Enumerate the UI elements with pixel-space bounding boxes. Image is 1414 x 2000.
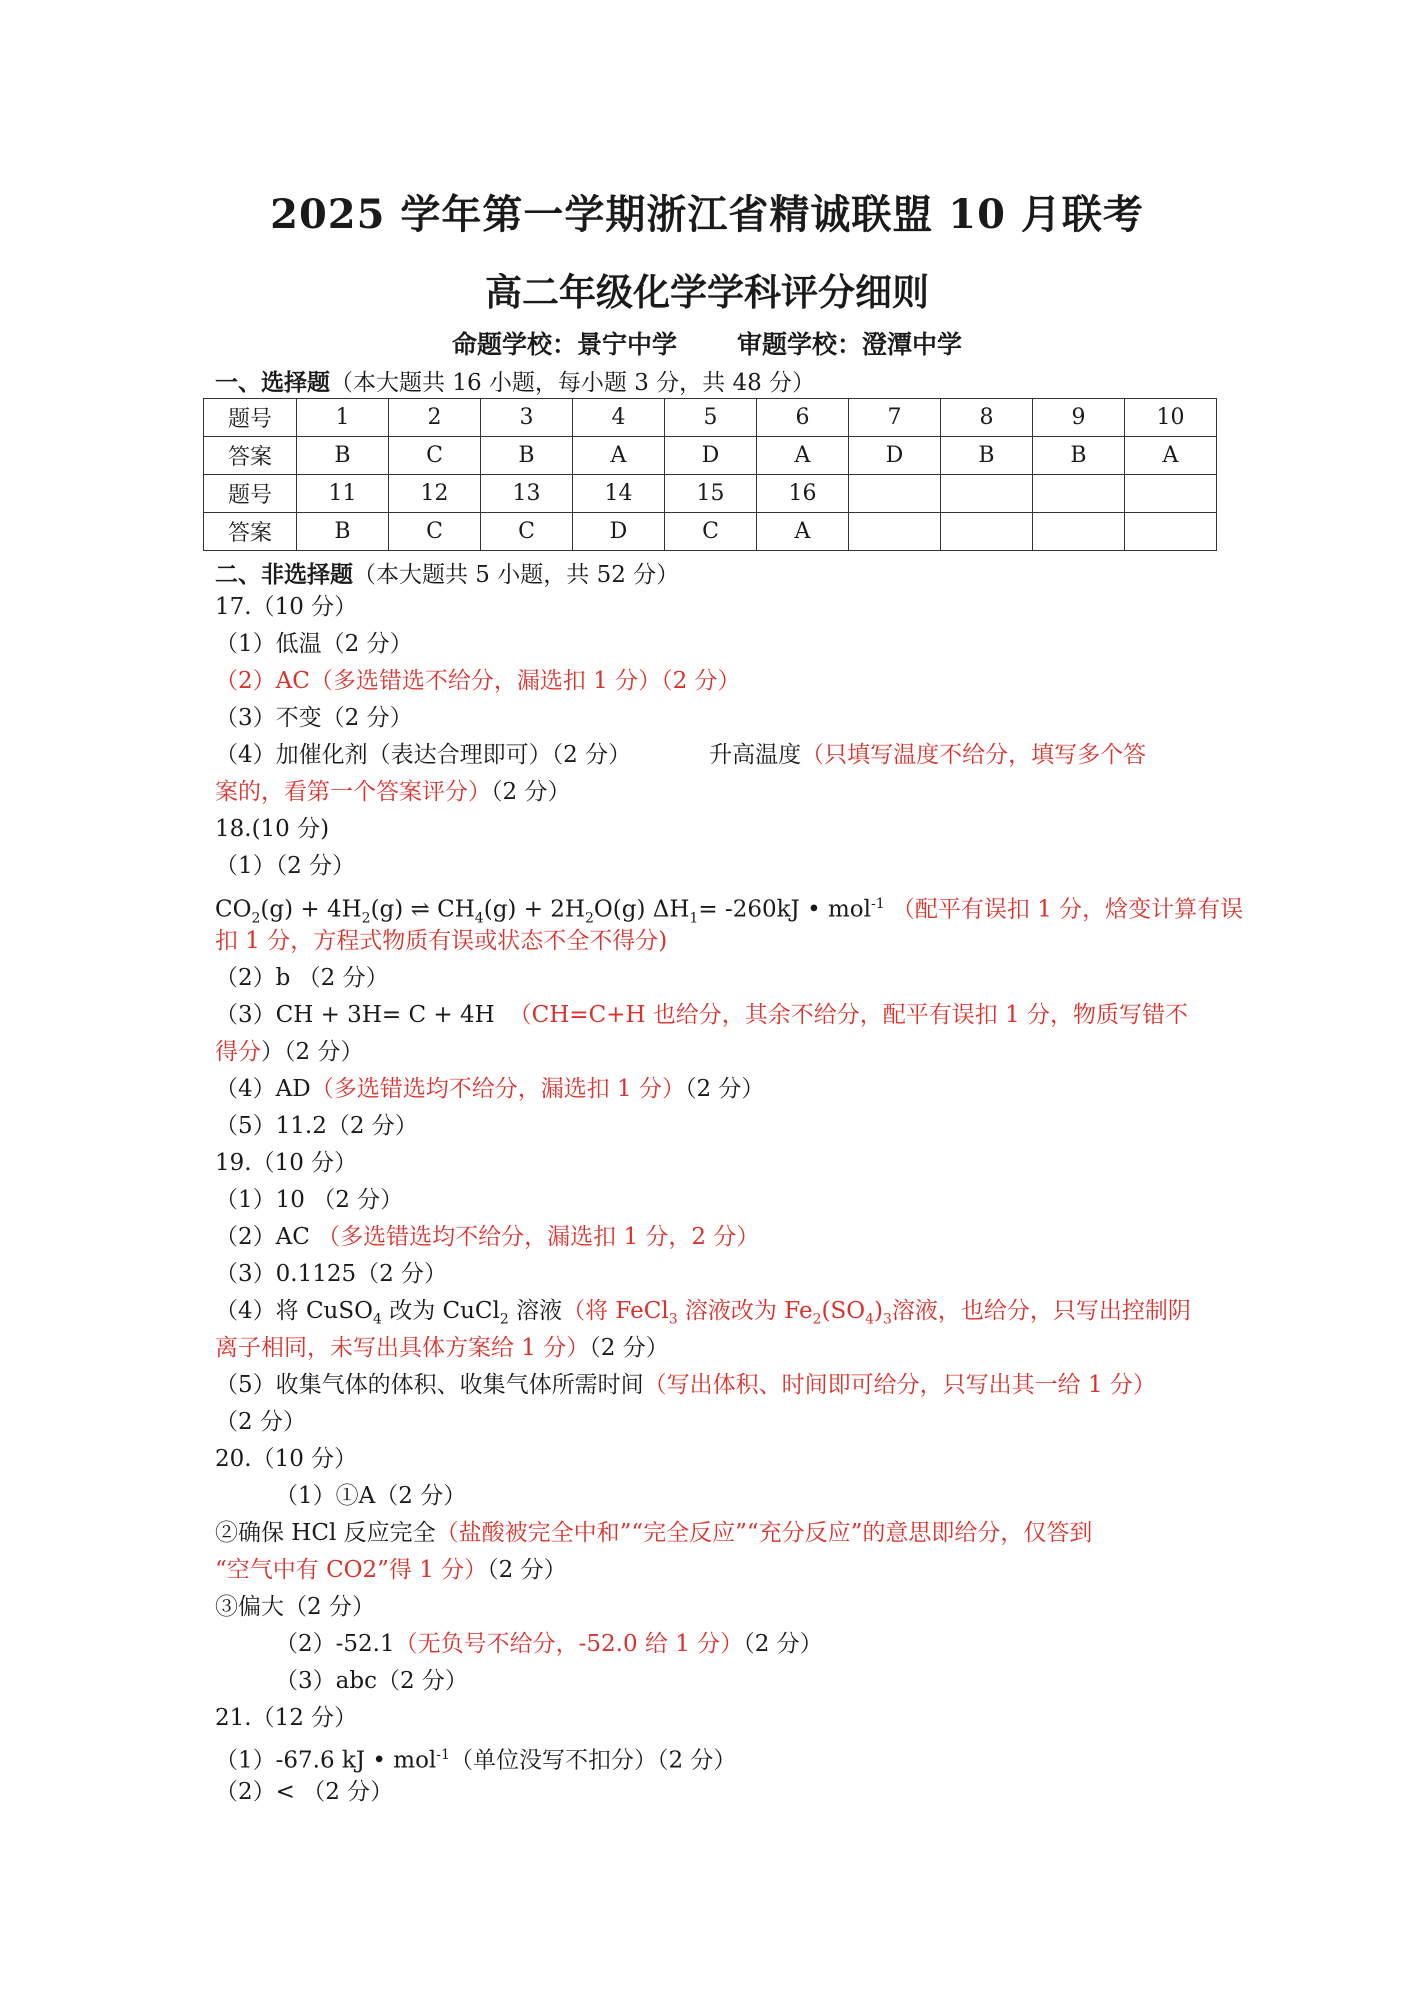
table-cell: A bbox=[757, 437, 849, 475]
table-cell: 16 bbox=[757, 475, 849, 513]
table-row bbox=[204, 437, 1217, 475]
page-subtitle: 高二年级化学学科评分细则 bbox=[485, 270, 929, 314]
table-row bbox=[204, 475, 1217, 513]
proposer-school: 命题学校：景宁中学 bbox=[451, 330, 677, 359]
table-cell bbox=[1125, 475, 1217, 513]
q18-answer-3: （3）CH + 3H= C + 4H （CH=C+H 也给分，其余不给分，配平有误扣 1 分，物质写错不 bbox=[215, 1002, 1189, 1028]
q17-answer-3: （3）不变（2 分） bbox=[215, 705, 413, 731]
q20-heading: 20.（10 分） bbox=[215, 1446, 358, 1472]
q18-answer-4: （4）AD（多选错选均不给分，漏选扣 1 分）（2 分） bbox=[215, 1076, 765, 1102]
table-cell: 13 bbox=[481, 475, 573, 513]
q19-answer-5: （5）收集气体的体积、收集气体所需时间（写出体积、时间即可给分，只写出其一给 1 分） bbox=[215, 1372, 1156, 1398]
table-cell: D bbox=[849, 437, 941, 475]
table-cell: C bbox=[389, 513, 481, 551]
q18-equation-note: 扣 1 分，方程式物质有误或状态不全不得分) bbox=[215, 928, 668, 954]
table-cell: 1 bbox=[297, 399, 389, 437]
q19-answer-4-cont: 离子相同，未写出具体方案给 1 分）（2 分） bbox=[215, 1335, 669, 1361]
q17-answer-4: （4）加催化剂（表达合理即可）（2 分） 升高温度（只填写温度不给分，填写多个答 bbox=[215, 742, 1147, 768]
q21-heading: 21.（12 分） bbox=[215, 1705, 358, 1731]
table-cell: C bbox=[481, 513, 573, 551]
q19-heading: 19.（10 分） bbox=[215, 1150, 358, 1176]
table-cell: 4 bbox=[573, 399, 665, 437]
q21-answer-1: （1）-67.6 kJ • mol$^{-1}$（单位没写不扣分）（2 分） bbox=[215, 1747, 737, 1774]
table-cell bbox=[849, 513, 941, 551]
q19-answer-4: （4）将 CuSO$_4$ 改为 CuCl$_2$ 溶液（将 FeCl$_3$ 溶液改为 $Fe_2(SO_4)_3$溶液，也给分，只写出控制阴 bbox=[215, 1298, 1191, 1328]
table-cell: 5 bbox=[665, 399, 757, 437]
table-cell bbox=[1033, 513, 1125, 551]
table-cell: B bbox=[1033, 437, 1125, 475]
section1-heading: 一、选择题（本大题共 16 小题，每小题 3 分，共 48 分） bbox=[215, 369, 816, 396]
table-row bbox=[204, 399, 1217, 437]
q18-answer-3-cont: 得分）（2 分） bbox=[215, 1039, 364, 1065]
table-cell: B bbox=[297, 513, 389, 551]
q20-answer-1b: ②确保 HCl 反应完全（盐酸被完全中和”“完全反应”“充分反应”的意思即给分，仅答到 bbox=[215, 1520, 1093, 1546]
q19-answer-5-cont: （2 分） bbox=[215, 1409, 306, 1435]
table-cell: C bbox=[389, 437, 481, 475]
q19-answer-3: （3）0.1125（2 分） bbox=[215, 1261, 448, 1287]
table-cell: 15 bbox=[665, 475, 757, 513]
q19-answer-1: （1）10 （2 分） bbox=[215, 1187, 404, 1213]
q18-answer-5: （5）11.2（2 分） bbox=[215, 1113, 418, 1139]
q17-answer-4-cont: 案的，看第一个答案评分）（2 分） bbox=[215, 779, 571, 805]
table-cell: B bbox=[481, 437, 573, 475]
table-cell: 答案 bbox=[204, 437, 297, 475]
answer-table bbox=[203, 398, 1217, 551]
table-cell bbox=[941, 513, 1033, 551]
table-cell: 14 bbox=[573, 475, 665, 513]
table-cell: 7 bbox=[849, 399, 941, 437]
q17-answer-1: （1）低温（2 分） bbox=[215, 631, 413, 657]
table-cell: 6 bbox=[757, 399, 849, 437]
table-cell bbox=[1125, 513, 1217, 551]
table-cell: 题号 bbox=[204, 475, 297, 513]
q18-equation: $CO_2(g) + 4H_2(g)$ ⇌ $CH_4(g) + 2H_2O(g)$ $\Delta H_1= -260kJ$ • mol$^{-1}$ （配平有误扣 1 分，焓变计算有误 bbox=[215, 896, 1244, 927]
section2-heading: 二、非选择题（本大题共 5 小题，共 52 分） bbox=[215, 561, 680, 588]
q21-answer-2: （2）< （2 分） bbox=[215, 1779, 394, 1805]
table-cell: D bbox=[665, 437, 757, 475]
table-cell: A bbox=[1125, 437, 1217, 475]
table-cell: 题号 bbox=[204, 399, 297, 437]
q17-answer-2: （2）AC（多选错选不给分，漏选扣 1 分）（2 分） bbox=[215, 668, 741, 694]
table-cell: 11 bbox=[297, 475, 389, 513]
table-row bbox=[204, 513, 1217, 551]
table-cell: 10 bbox=[1125, 399, 1217, 437]
table-cell: B bbox=[941, 437, 1033, 475]
table-cell bbox=[1033, 475, 1125, 513]
table-cell: C bbox=[665, 513, 757, 551]
q18-answer-1: （1）（2 分） bbox=[215, 853, 356, 879]
reviewer-school: 审题学校：澄潭中学 bbox=[737, 330, 963, 359]
table-cell: 9 bbox=[1033, 399, 1125, 437]
q20-answer-1c: ③偏大（2 分） bbox=[215, 1594, 375, 1620]
q19-answer-2: （2）AC （多选错选均不给分，漏选扣 1 分，2 分） bbox=[215, 1224, 760, 1250]
table-cell: A bbox=[573, 437, 665, 475]
table-cell: 3 bbox=[481, 399, 573, 437]
schools-line bbox=[0, 325, 1414, 361]
q20-answer-1b-cont: “空气中有 CO2”得 1 分）（2 分） bbox=[215, 1557, 567, 1583]
q18-answer-2: （2）b （2 分） bbox=[215, 965, 389, 991]
table-cell: 2 bbox=[389, 399, 481, 437]
table-cell: 8 bbox=[941, 399, 1033, 437]
table-cell: D bbox=[573, 513, 665, 551]
table-cell bbox=[849, 475, 941, 513]
q17-heading: 17.（10 分） bbox=[215, 594, 358, 620]
q20-answer-2: （2）-52.1（无负号不给分，-52.0 给 1 分）（2 分） bbox=[275, 1631, 823, 1657]
page-title: 2025 学年第一学期浙江省精诚联盟 10 月联考 bbox=[270, 191, 1144, 238]
q20-answer-1: （1）①A（2 分） bbox=[275, 1483, 467, 1509]
q20-answer-3: （3）abc（2 分） bbox=[275, 1668, 468, 1694]
table-cell bbox=[941, 475, 1033, 513]
table-cell: A bbox=[757, 513, 849, 551]
table-cell: 答案 bbox=[204, 513, 297, 551]
table-cell: B bbox=[297, 437, 389, 475]
table-cell: 12 bbox=[389, 475, 481, 513]
q18-heading: 18.(10 分) bbox=[215, 816, 330, 842]
